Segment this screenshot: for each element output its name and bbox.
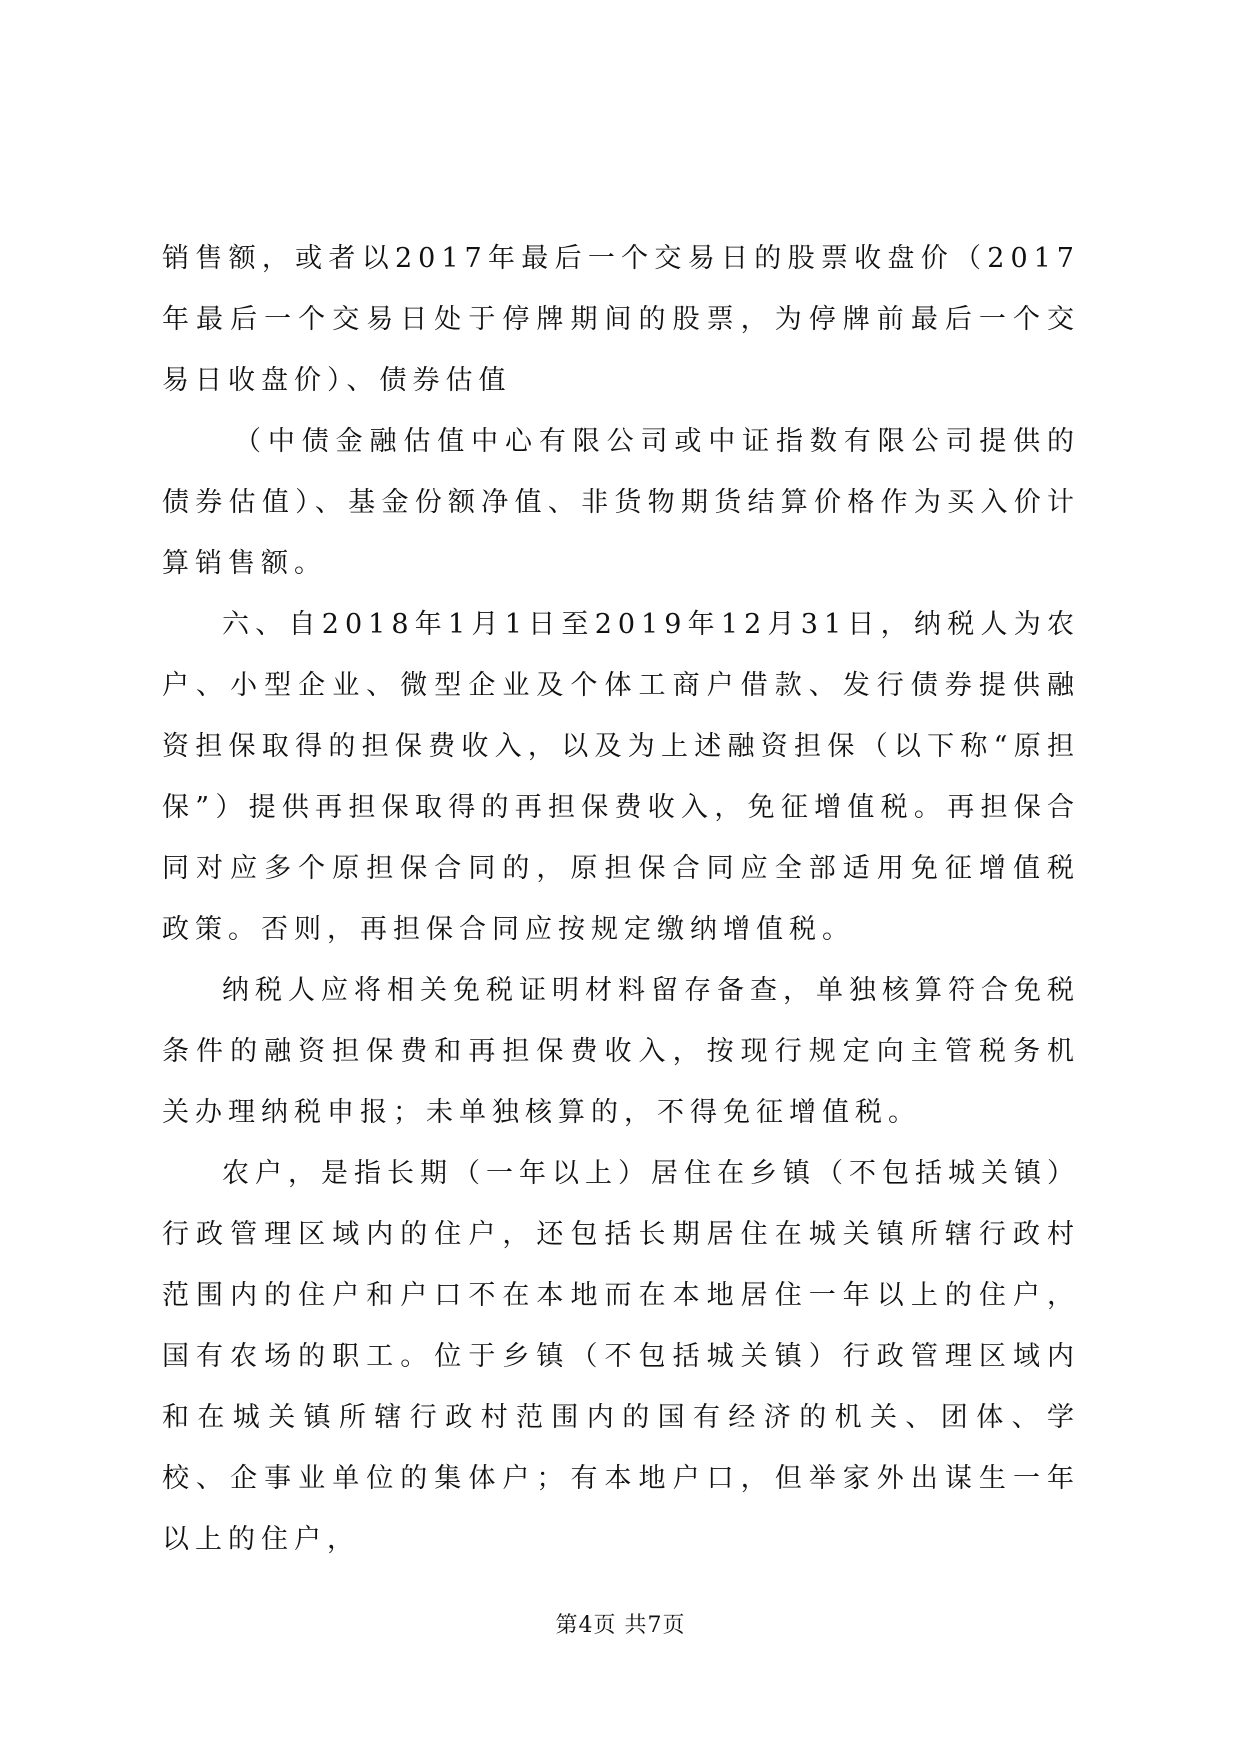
document-body <box>162 228 1080 1570</box>
paragraph-farmer-definition: 农户，是指长期（一年以上）居住在乡镇（不包括城关镇）行政管理区域内的住户，还包括长期居住在城关镇所辖行政村范围内的住户和户口不在本地而在本地居住一年以上的住户，国有农场的职工。位于乡镇（不包括城关镇）行政管理区域内和在城关镇所辖行政村范围内的国有经济的机关、团体、学校、企事业单位的集体户；有本地户口，但举家外出谋生一年以上的住户， <box>162 1158 1080 1555</box>
paragraph-tax-filing: 纳税人应将相关免税证明材料留存备查，单独核算符合免税条件的融资担保费和再担保费收入，按现行规定向主管税务机关办理纳税申报；未单独核算的，不得免征增值税。 <box>162 975 1080 1128</box>
paragraph-continuation: 销售额，或者以2017年最后一个交易日的股票收盘价（2017年最后一个交易日处于停牌期间的股票，为停牌前最后一个交易日收盘价）、债券估值 <box>162 243 1080 396</box>
page-number-footer: 第4页 共7页 <box>555 1613 686 1638</box>
paragraph-item-six: 六、自2018年1月1日至2019年12月31日，纳税人为农户、小型企业、微型企业及个体工商户借款、发行债券提供融资担保取得的担保费收入，以及为上述融资担保（以下称“原担保”）提供再担保取得的再担保费收入，免征增值税。再担保合同对应多个原担保合同的，原担保合同应全部适用免征增值税政策。否则，再担保合同应按规定缴纳增值税。 <box>162 609 1080 945</box>
paragraph-valuation-note: （中债金融估值中心有限公司或中证指数有限公司提供的债券估值）、基金份额净值、非货物期货结算价格作为买入价计算销售额。 <box>162 426 1080 579</box>
